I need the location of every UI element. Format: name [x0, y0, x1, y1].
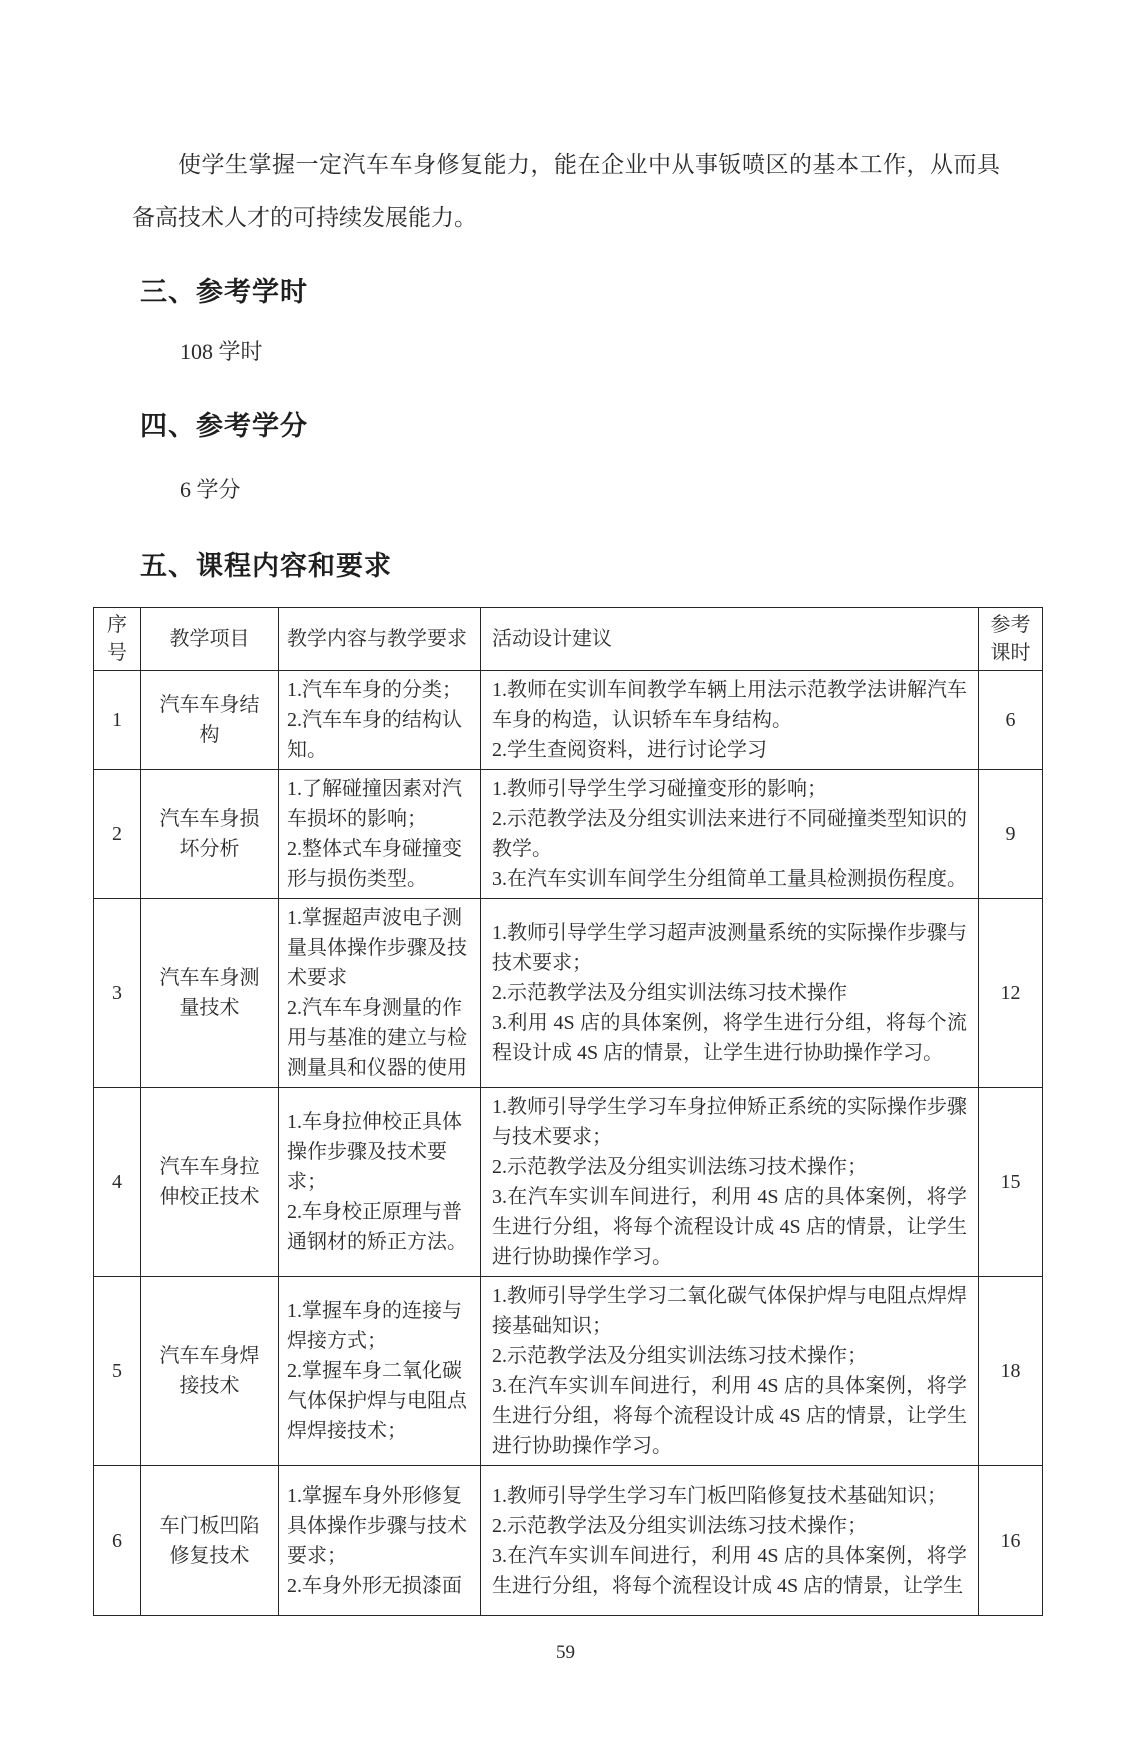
content-item: 2.车身校正原理与普通钢材的矫正方法。: [287, 1201, 467, 1253]
cell-project-name: 汽车车身损坏分析: [141, 770, 279, 899]
cell-ref-hours: 6: [979, 671, 1043, 770]
heading-reference-credits: 四、参考学分: [140, 411, 308, 441]
cell-seq-number: 3: [94, 899, 141, 1088]
activity-item: 2.示范教学法及分组实训法来进行不同碰撞类型知识的教学。: [492, 808, 967, 860]
content-item: 1.了解碰撞因素对汽车损坏的影响；: [287, 778, 462, 830]
heading-course-content: 五、课程内容和要求: [140, 551, 392, 581]
column-header-content: 教学内容与教学要求: [279, 608, 481, 671]
activity-item: 1.教师引导学生学习超声波测量系统的实际操作步骤与技术要求；: [492, 922, 967, 974]
cell-seq-number: 6: [94, 1466, 141, 1616]
cell-project-name: 汽车车身测量技术: [141, 899, 279, 1088]
activity-item: 2.示范教学法及分组实训法练习技术操作；: [492, 1514, 867, 1537]
document-page: [0, 138, 1131, 1738]
cell-project-name: 车门板凹陷修复技术: [141, 1466, 279, 1616]
activity-item: 1.教师引导学生学习车门板凹陷修复技术基础知识；: [492, 1484, 947, 1507]
heading-reference-hours: 三、参考学时: [140, 277, 308, 307]
table-row: [94, 1466, 1043, 1616]
column-header-hours: 参考课时: [979, 608, 1043, 671]
cell-seq-number: 5: [94, 1277, 141, 1466]
activity-item: 2.示范教学法及分组实训法练习技术操作；: [492, 1156, 867, 1178]
cell-seq-number: 1: [94, 671, 141, 770]
activity-item: 3.在汽车实训车间进行，利用 4S 店的具体案例，将学生进行分组，将每个流程设计成 4S 店的情景，让学生: [492, 1544, 967, 1597]
cell-teaching-content: [279, 1088, 481, 1277]
cell-seq-number: 4: [94, 1088, 141, 1277]
content-item: 1.掌握车身的连接与焊接方式；: [287, 1300, 462, 1352]
activity-item: 1.教师引导学生学习车身拉伸矫正系统的实际操作步骤与技术要求；: [492, 1096, 967, 1148]
cell-seq-number: 2: [94, 770, 141, 899]
cell-activity-suggestions: [481, 1277, 979, 1466]
table-header-row: [94, 608, 1043, 671]
reference-hours-value: 108 学时: [180, 339, 263, 364]
reference-credits-value: 6 学分: [180, 477, 241, 502]
content-item: 1.汽车车身的分类；: [287, 679, 462, 701]
activity-item: 3.利用 4S 店的具体案例，将学生进行分组，将每个流程设计成 4S 店的情景，让学生进行协助操作学习。: [492, 1012, 967, 1064]
column-header-activity: 活动设计建议: [481, 608, 979, 671]
content-item: 2.汽车车身测量的作用与基准的建立与检测量具和仪器的使用: [287, 997, 467, 1079]
table-row: [94, 899, 1043, 1088]
activity-item: 1.教师引导学生学习二氧化碳气体保护焊与电阻点焊焊接基础知识；: [492, 1285, 967, 1337]
cell-project-name: 汽车车身结构: [141, 671, 279, 770]
table-row: [94, 1088, 1043, 1277]
cell-ref-hours: 9: [979, 770, 1043, 899]
cell-activity-suggestions: [481, 671, 979, 770]
content-item: 2.掌握车身二氧化碳气体保护焊与电阻点焊焊接技术；: [287, 1360, 467, 1442]
cell-teaching-content: [279, 1466, 481, 1616]
activity-item: 1.教师在实训车间教学车辆上用法示范教学法讲解汽车车身的构造，认识轿车车身结构。: [492, 679, 967, 731]
cell-ref-hours: 18: [979, 1277, 1043, 1466]
cell-activity-suggestions: [481, 1466, 979, 1616]
table-row: [94, 770, 1043, 899]
table-body: [94, 671, 1043, 1616]
content-item: 1.掌握车身外形修复具体操作步骤与技术要求；: [287, 1484, 467, 1567]
table-row: [94, 671, 1043, 770]
activity-item: 3.在汽车实训车间学生分组简单工量具检测损伤程度。: [492, 868, 967, 890]
content-item: 2.车身外形无损漆面: [287, 1574, 462, 1597]
activity-item: 3.在汽车实训车间进行，利用 4S 店的具体案例，将学生进行分组，将每个流程设计成 4S 店的情景，让学生进行协助操作学习。: [492, 1186, 967, 1268]
intro-paragraph: 使学生掌握一定汽车车身修复能力，能在企业中从事钣喷区的基本工作，从而具备高技术人才的可持续发展能力。: [132, 152, 1000, 230]
column-header-project: 教学项目: [141, 608, 279, 671]
cell-project-name: 汽车车身焊接技术: [141, 1277, 279, 1466]
content-item: 1.车身拉伸校正具体操作步骤及技术要求；: [287, 1111, 462, 1193]
cell-ref-hours: 16: [979, 1466, 1043, 1616]
cell-teaching-content: [279, 899, 481, 1088]
table-row: [94, 1277, 1043, 1466]
cell-teaching-content: [279, 1277, 481, 1466]
activity-item: 2.示范教学法及分组实训法练习技术操作: [492, 982, 847, 1004]
content-item: 2.汽车车身的结构认知。: [287, 709, 462, 761]
cell-teaching-content: [279, 770, 481, 899]
page-number: 59: [556, 1642, 575, 1663]
course-content-table: [93, 607, 1043, 1616]
activity-item: 1.教师引导学生学习碰撞变形的影响；: [492, 778, 827, 800]
content-item: 1.掌握超声波电子测量具体操作步骤及技术要求: [287, 907, 467, 989]
cell-teaching-content: [279, 671, 481, 770]
cell-project-name: 汽车车身拉伸校正技术: [141, 1088, 279, 1277]
activity-item: 2.学生查阅资料，进行讨论学习: [492, 739, 767, 761]
cell-ref-hours: 15: [979, 1088, 1043, 1277]
activity-item: 3.在汽车实训车间进行，利用 4S 店的具体案例，将学生进行分组，将每个流程设计成 4S 店的情景，让学生进行协助操作学习。: [492, 1375, 967, 1457]
column-header-seq: 序号: [94, 608, 141, 671]
cell-activity-suggestions: [481, 770, 979, 899]
cell-activity-suggestions: [481, 899, 979, 1088]
content-item: 2.整体式车身碰撞变形与损伤类型。: [287, 838, 462, 890]
activity-item: 2.示范教学法及分组实训法练习技术操作；: [492, 1345, 867, 1367]
cell-activity-suggestions: [481, 1088, 979, 1277]
cell-ref-hours: 12: [979, 899, 1043, 1088]
